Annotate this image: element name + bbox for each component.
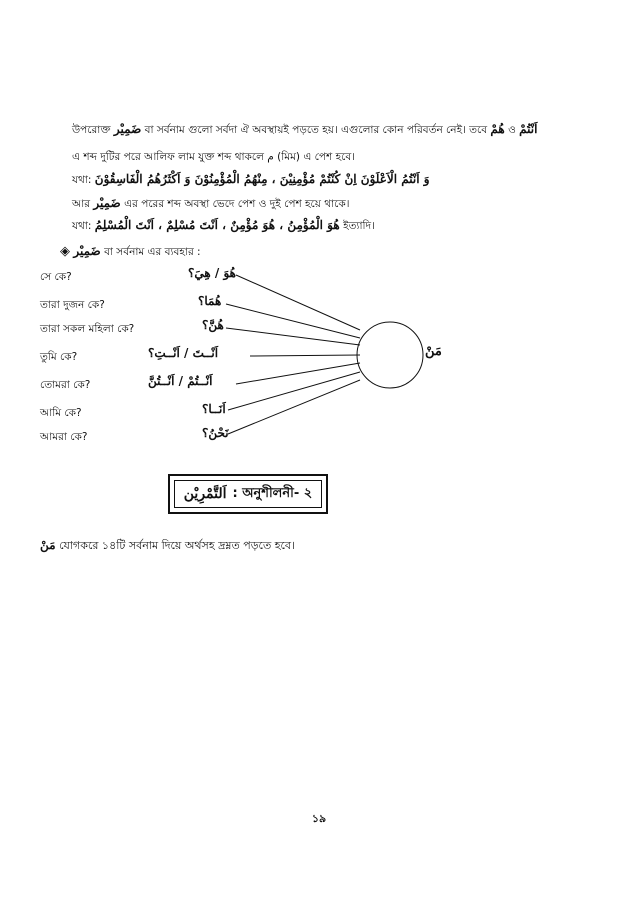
text: বা সর্বনাম এর ব্যবহার : [104,246,201,258]
text: বা সর্বনাম গুলো সর্বদা ঐ অবস্থায়ই পড়তে হয়। এগুলোর কোন পরিবর্তন নেই। তবে [144,124,488,136]
arabic-term: اَنْتُمْ [519,122,538,136]
question-6: আমরা কে? [40,431,88,443]
text: ও [508,124,516,136]
arabic-example: وَ اَنْتُمُ الْاَعْلَوْنَ اِنْ كُنْتُمْ مُؤْمِنِيْنَ ، مِنْهُمُ الْمُؤْمِنُوْنَ وَ اَكْثَرُهُمُ الْفَاسِقُوْنَ [94,172,430,186]
question-4: তোমরা কে? [40,379,91,391]
connector [228,380,360,434]
pronoun-1: هُمَا؟ [198,294,222,308]
center-circle [357,322,423,388]
text: যোগকরে ১৪টি সর্বনাম দিয়ে অর্থসহ দ্রম্নত পড়তে হবে। [59,539,295,552]
exercise-box-inner [174,480,322,508]
page-number: ১৯ [311,812,327,825]
question-1: তারা দুজন কে? [40,299,105,311]
pronoun-3: اَنْــتَ / اَنْــتِ؟ [148,346,219,360]
arabic-term: ضَمِيْر [73,244,101,258]
label: যথা: [72,174,92,186]
pronoun-0: هُوَ / هِيَ؟ [188,266,236,280]
text: উপরোক্ত [72,124,111,136]
connector [236,363,360,384]
connector [250,355,360,356]
pronoun-6: نَحْنُ؟ [202,426,229,440]
connector [226,328,360,345]
text: এর পরের শব্দ অবস্থা ভেদে পেশ ও দুই পেশ হয়ে থাকে। [124,198,350,210]
pronoun-5: اَنَــا؟ [202,402,226,416]
arabic-term: هُمْ [490,122,505,136]
arabic-term: مَنْ [40,538,56,552]
question-5: আমি কে? [40,407,82,419]
exercise-label: : অনুশীলনী- ২ [232,485,313,501]
pronoun-4: اَنْــتُمْ / اَنْــتُنَّ [148,374,213,388]
arabic-term: ضَمِيْر [93,196,121,210]
question-3: তুমি কে? [40,351,78,363]
arabic-example: هُوَ الْمُؤْمِنُ ، هُوَ مُؤْمِنٌ ، اَنْتَ مُسْلِمٌ ، اَنْتَ الْمُسْلِمُ [94,218,340,232]
text: ইত্যাদি। [343,220,375,232]
connector [228,372,360,410]
text: এ শব্দ দুটির পরে আলিফ লাম যুক্ত শব্দ থাকলে م (মিম) এ পেশ হবে। [72,151,355,163]
text: আর [72,198,91,210]
connector [236,275,360,330]
arabic-term: ضَمِيْر [113,122,142,136]
label: যথা: [72,220,92,232]
pronoun-2: هُنَّ؟ [202,318,224,332]
question-0: সে কে? [40,271,72,283]
center-word: مَنْ [425,344,442,359]
diamond-bullet-icon: ◈ [60,244,70,259]
instruction [40,538,295,553]
question-2: তারা সকল মহিলা কে? [40,323,135,335]
exercise-arabic: اَلتَّمْرِيْن [183,486,227,502]
exercise-box [168,474,328,514]
